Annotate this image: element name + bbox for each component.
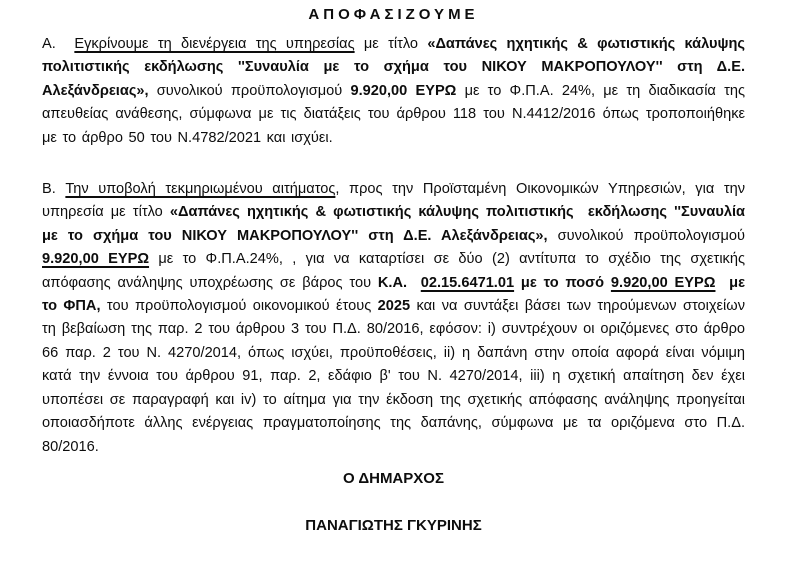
decision-heading: ΑΠΟΦΑΣΙΖΟΥΜΕ	[308, 6, 479, 23]
text-run: με το ποσό	[514, 274, 611, 291]
text-run: του προϋπολογισμού οικονομικού έτους	[100, 298, 378, 315]
text-run: 2025	[377, 298, 411, 315]
text-run: Β.	[42, 181, 66, 198]
text-run: με τίτλο	[354, 36, 428, 52]
text-run: 9.920,00 ΕΥΡΩ	[610, 274, 716, 291]
signature-block	[42, 470, 745, 535]
text-run: 9.920,00 ΕΥΡΩ	[350, 82, 457, 99]
text-run: Α.	[42, 36, 75, 52]
text-run: 9.920,00 ΕΥΡΩ	[42, 251, 150, 268]
text-run: «Δαπάνες ηχητικής & φωτιστικής κάλυψης πολιτιστικής εκδήλωσης ''Συναυλία με το σχήμα του ΝΙΚΟΥ ΜΑΚΡΟΠΟΥΛΟΥ'' στη Δ.Ε. Αλεξάνδρειας»,	[42, 204, 746, 244]
text-run: , προς την Προϊσταμένη Οικονομικών Υπηρεσιών, για την υπηρεσία με τίτλο	[42, 181, 746, 221]
paragraph-b	[42, 178, 745, 459]
text-run: με το Φ.Π.Α. 24%, με τη διαδικασία της απευθείας ανάθεσης, σύμφωνα με τις διατάξεις του άρθρου 118 του Ν.4412/2016 όπως τροποποιήθηκε με το άρθρο 50 του Ν.4782/2021 και ισχύει.	[42, 82, 745, 146]
text-run: Εγκρίνουμε τη διενέργεια της υπηρεσίας	[74, 36, 355, 52]
text-run: και να συντάξει βάσει των τηρούμενων στοιχείων τη βεβαίωση της παρ. 2 του άρθρου 3 του Π.Δ. 80/2016, εφόσον: i) συντρέχουν οι οριζόμενες στο άρθρο 66 παρ. 2 του Ν. 4270/2014, όπως ισχύει, προϋποθέσεις, ii) η δαπάνη στην οποία αφορά είναι νόμιμη κατά την έννοια του άρθρου 91, παρ. 2, εδάφιο β' του Ν. 4270/2014, iii) η σχετική απαίτηση δεν έχει υποπέσει σε παραγραφή και iv) το αίτημα για την έκδοση της σχετικής απόφασης ανάληψης προηγείται οποιασδήποτε άλλης ενέργειας πραγματοποίησης της δαπάνης, σύμφωνα με τα οριζόμενα στο Π.Δ. 80/2016.	[42, 298, 745, 455]
text-run: Κ.Α.	[377, 274, 421, 291]
signature-name: ΠΑΝΑΓΙΩΤΗΣ ΓΚΥΡΙΝΗΣ	[305, 516, 482, 534]
text-run: συνολικού προϋπολογισμού	[148, 82, 351, 99]
text-run: συνολικού προϋπολογισμού	[547, 227, 745, 244]
text-run: με το ΦΠΑ,	[42, 274, 746, 315]
signature-title: Ο ΔΗΜΑΡΧΟΣ	[343, 469, 444, 487]
text-run: «Δαπάνες ηχητικής & φωτιστικής κάλυψης πολιτιστικής εκδήλωσης ''Συναυλία με το σχήμα του ΝΙΚΟΥ ΜΑΚΡΟΠΟΥΛΟΥ'' στη Δ.Ε. Αλεξάνδρειας»,	[42, 36, 745, 99]
text-run: με το Φ.Π.Α.24%, , για να καταρτίσει σε δύο (2) αντίτυπα το σχέδιο της σχετικής απόφασης ανάληψης υποχρέωσης σε βάρος του	[42, 251, 746, 291]
text-run: Την υποβολή τεκμηριωμένου αιτήματος	[65, 181, 336, 198]
text-run: 02.15.6471.01	[420, 274, 515, 291]
paragraph-a	[42, 33, 745, 150]
